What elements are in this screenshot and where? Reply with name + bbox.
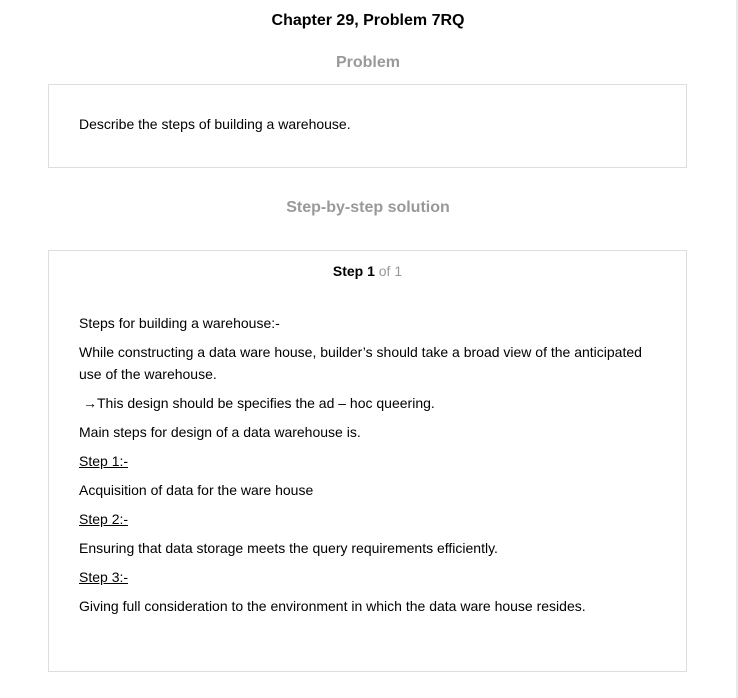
- chapter-title: Chapter 29, Problem 7RQ: [271, 12, 465, 29]
- step-3-text: Giving full consideration to the environment in which the data ware house resides.: [79, 598, 586, 614]
- solution-paragraph: While constructing a data ware house, builder’s should take a broad view of the anticipated use of the warehouse.: [79, 344, 642, 382]
- solution-arrow-note: →This design should be specifies the ad – hoc queering.: [83, 395, 435, 411]
- step-3-heading: Step 3:-: [79, 569, 129, 585]
- solution-card: [48, 250, 687, 672]
- step-1-text: Acquisition of data for the ware house: [79, 482, 314, 498]
- problem-card: [48, 84, 687, 168]
- step-counter: [49, 263, 686, 279]
- step-body: [79, 312, 661, 624]
- step-2-heading: Step 2:-: [79, 511, 129, 527]
- step-1-heading: Step 1:-: [79, 453, 129, 469]
- solution-intro: Steps for building a warehouse:-: [79, 315, 280, 331]
- problem-heading: Problem: [335, 54, 400, 71]
- step-2-text: Ensuring that data storage meets the query requirements efficiently.: [79, 540, 498, 556]
- step-current-label: Step 1: [332, 263, 375, 279]
- problem-text: Describe the steps of building a warehouse.: [79, 116, 351, 132]
- solution-heading: Step-by-step solution: [286, 199, 450, 216]
- step-total-label: of 1: [374, 263, 403, 279]
- solution-main-steps-intro: Main steps for design of a data warehouse is.: [79, 424, 361, 440]
